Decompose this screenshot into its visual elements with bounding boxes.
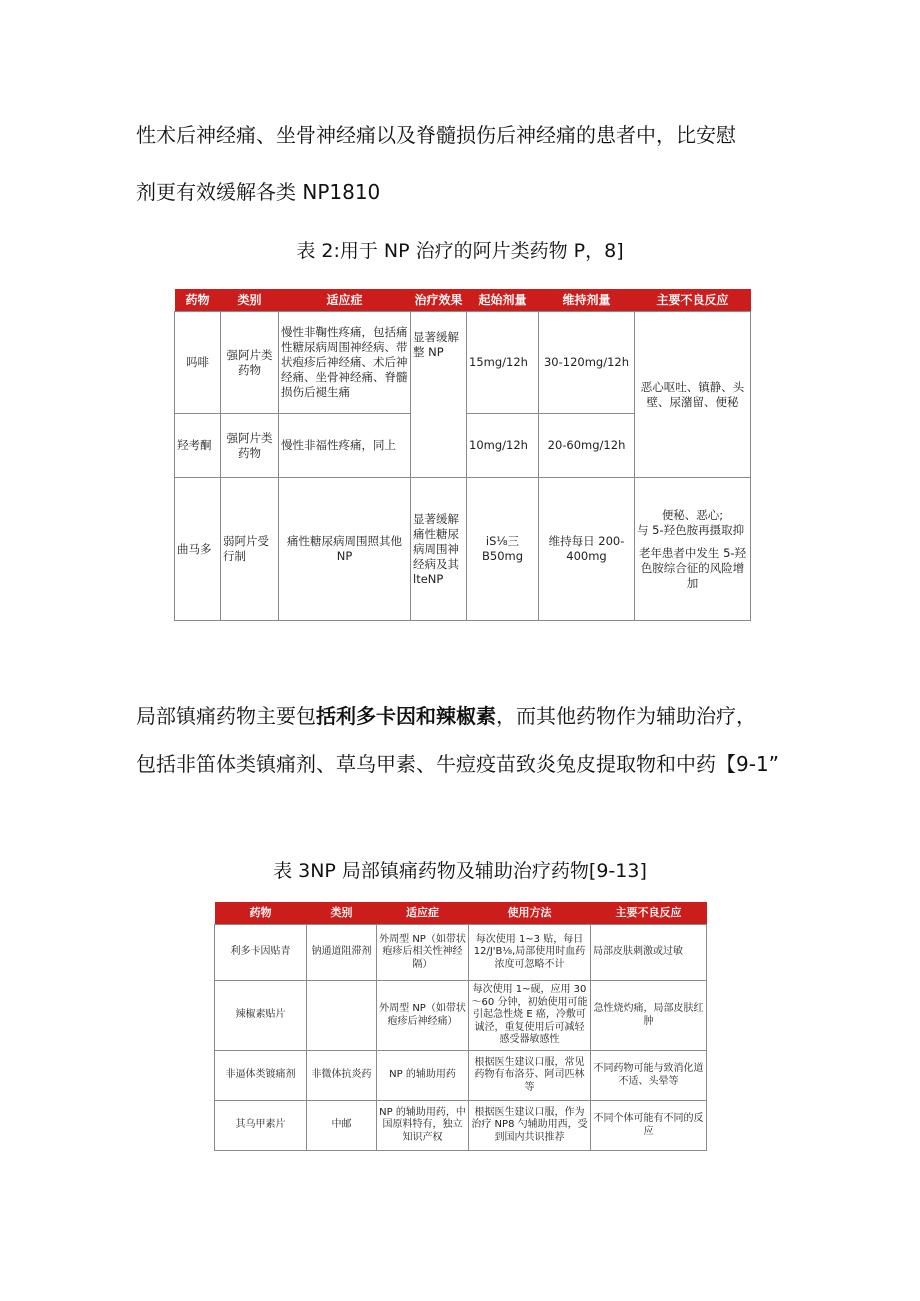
- header-cell: 药物: [215, 902, 307, 925]
- table-row: [215, 981, 707, 1051]
- header-cell: 药物: [175, 289, 221, 312]
- adverse-line: 老年患者中发生 5-羟色胺综合征的风险增加: [638, 545, 747, 590]
- table-row: [215, 1051, 707, 1101]
- paragraph-line: 性术后神经痛、坐骨神经痛以及脊髓损伤后神经痛的患者中，比安慰: [136, 123, 736, 147]
- header-cell: 使用方法: [469, 902, 591, 925]
- bold-text-span: 括利多卡因和辣椒素: [316, 704, 496, 728]
- maintain-dose-cell: 维持每日 200-400mg: [539, 478, 635, 621]
- indication-cell: NP 的辅助用药，中国原料特有，独立知识产权: [377, 1101, 469, 1151]
- usage-cell: 每次使用 1~3 贴，每日12∕J'B⅛,局部使用时血药浓度可忽略不计: [469, 925, 591, 981]
- table-header-row: [215, 902, 707, 925]
- header-cell: 起始剂量: [467, 289, 539, 312]
- header-cell: 类别: [221, 289, 279, 312]
- adverse-cell: 急性烧灼痛，局部皮肤红肿: [591, 981, 707, 1051]
- drug-cell: 曲马多: [175, 478, 221, 621]
- category-cell: 强阿片类药物: [221, 414, 279, 478]
- start-dose-cell: 10mg∕12h: [467, 414, 539, 478]
- start-dose-cell: iS⅛三B50mg: [467, 478, 539, 621]
- text-span: 局部镇痛药物主要包: [136, 704, 316, 728]
- table-row: [215, 1101, 707, 1151]
- header-cell: 治疗效果: [411, 289, 467, 312]
- indication-cell: 外周型 NP（如带状疱疹后相关性神经隔）: [377, 925, 469, 981]
- drug-cell: 羟考酮: [175, 414, 221, 478]
- usage-cell: 每次使用 1~砚，应用 30～60 分钟，初始使用可能引起急性烧 E 癌，冷敷可诚泾，重复使用后可减轻感受器敏感性: [469, 981, 591, 1051]
- maintain-dose-cell: 30-120mg∕12h: [539, 312, 635, 414]
- category-cell: 非微体抗炎药: [307, 1051, 377, 1101]
- adverse-cell: 局部皮肤刺激或过敏: [591, 925, 707, 981]
- indication-cell: 慢性非鞠性疼痛，包括痛性糖尿病周围神经病、带状疱疹后神经痛、术后神经痛、坐骨神经痛、脊髓损伤后褪生痛: [279, 312, 411, 414]
- effect-cell: 显著缓解痛性糖尿病周围神经病及其lteNP: [411, 478, 467, 621]
- indication-cell: 慢性非福性疼痛，同上: [279, 414, 411, 478]
- adverse-cell: 恶心呕吐、镇静、头壁、尿潴留、便秘: [635, 312, 751, 478]
- indication-cell: 痛性糖尿病周围照其他NP: [279, 478, 411, 621]
- table3-caption: 表 3NP 局部镇痛药物及辅助治疗药物[9-13]: [273, 860, 647, 882]
- header-cell: 主要不良反应: [591, 902, 707, 925]
- header-cell: 维持剂量: [539, 289, 635, 312]
- topical-drugs-table: [214, 902, 707, 1151]
- indication-cell: NP 的辅助用药: [377, 1051, 469, 1101]
- table-row: [175, 312, 751, 414]
- adverse-cell: [635, 478, 751, 621]
- category-cell: 弱阿片受行制: [221, 478, 279, 621]
- table-header-row: [175, 289, 751, 312]
- header-cell: 适应症: [377, 902, 469, 925]
- header-cell: 适应症: [279, 289, 411, 312]
- paragraph-line: [136, 704, 756, 728]
- text-span: ，而其他药物作为辅助治疗，: [496, 704, 756, 728]
- maintain-dose-cell: 20-60mg∕12h: [539, 414, 635, 478]
- drug-cell: 非逼体类镀痛剂: [215, 1051, 307, 1101]
- indication-cell: 外周型 NP（如带状疱疹后神经痛）: [377, 981, 469, 1051]
- effect-cell: 显著缓解整 NP: [411, 312, 467, 478]
- usage-cell: 根据医生建议口服，作为治疗 NP8 勺辅助用西，受到国内共识推荐: [469, 1101, 591, 1151]
- category-cell: [307, 981, 377, 1051]
- adverse-cell: 不同个体可能有不同的反应: [591, 1101, 707, 1151]
- table-row: [175, 478, 751, 621]
- table2-caption: 表 2:用于 NP 治疗的阿片类药物 P，8]: [296, 240, 624, 262]
- header-cell: 主要不良反应: [635, 289, 751, 312]
- drug-cell: 吗啡: [175, 312, 221, 414]
- drug-cell: 利多卡因贴青: [215, 925, 307, 981]
- category-cell: 强阿片类药物: [221, 312, 279, 414]
- category-cell: 中邮: [307, 1101, 377, 1151]
- adverse-line: 与 5-羟色胺再摄取抑: [637, 522, 745, 537]
- table-row: [215, 925, 707, 981]
- adverse-cell: 不同药物可能与致消化道不适、头晕等: [591, 1051, 707, 1101]
- drug-cell: 辣椒素贴片: [215, 981, 307, 1051]
- usage-cell: 根据医生建议口服，常见药物有布洛芬、阿司匹林等: [469, 1051, 591, 1101]
- category-cell: 钠通道阻滞剂: [307, 925, 377, 981]
- opioid-table: [174, 289, 751, 621]
- paragraph-line: 包括非笛体类镇痛剂、草乌甲素、牛痘疫苗致炎兔皮提取物和中药【9-1”: [136, 752, 780, 776]
- drug-cell: 其乌甲素片: [215, 1101, 307, 1151]
- adverse-line: 便秘、恶心;: [661, 507, 724, 522]
- paragraph-line: 剂更有效缓解各类 NP1810: [136, 180, 381, 204]
- header-cell: 类别: [307, 902, 377, 925]
- start-dose-cell: 15mg∕12h: [467, 312, 539, 414]
